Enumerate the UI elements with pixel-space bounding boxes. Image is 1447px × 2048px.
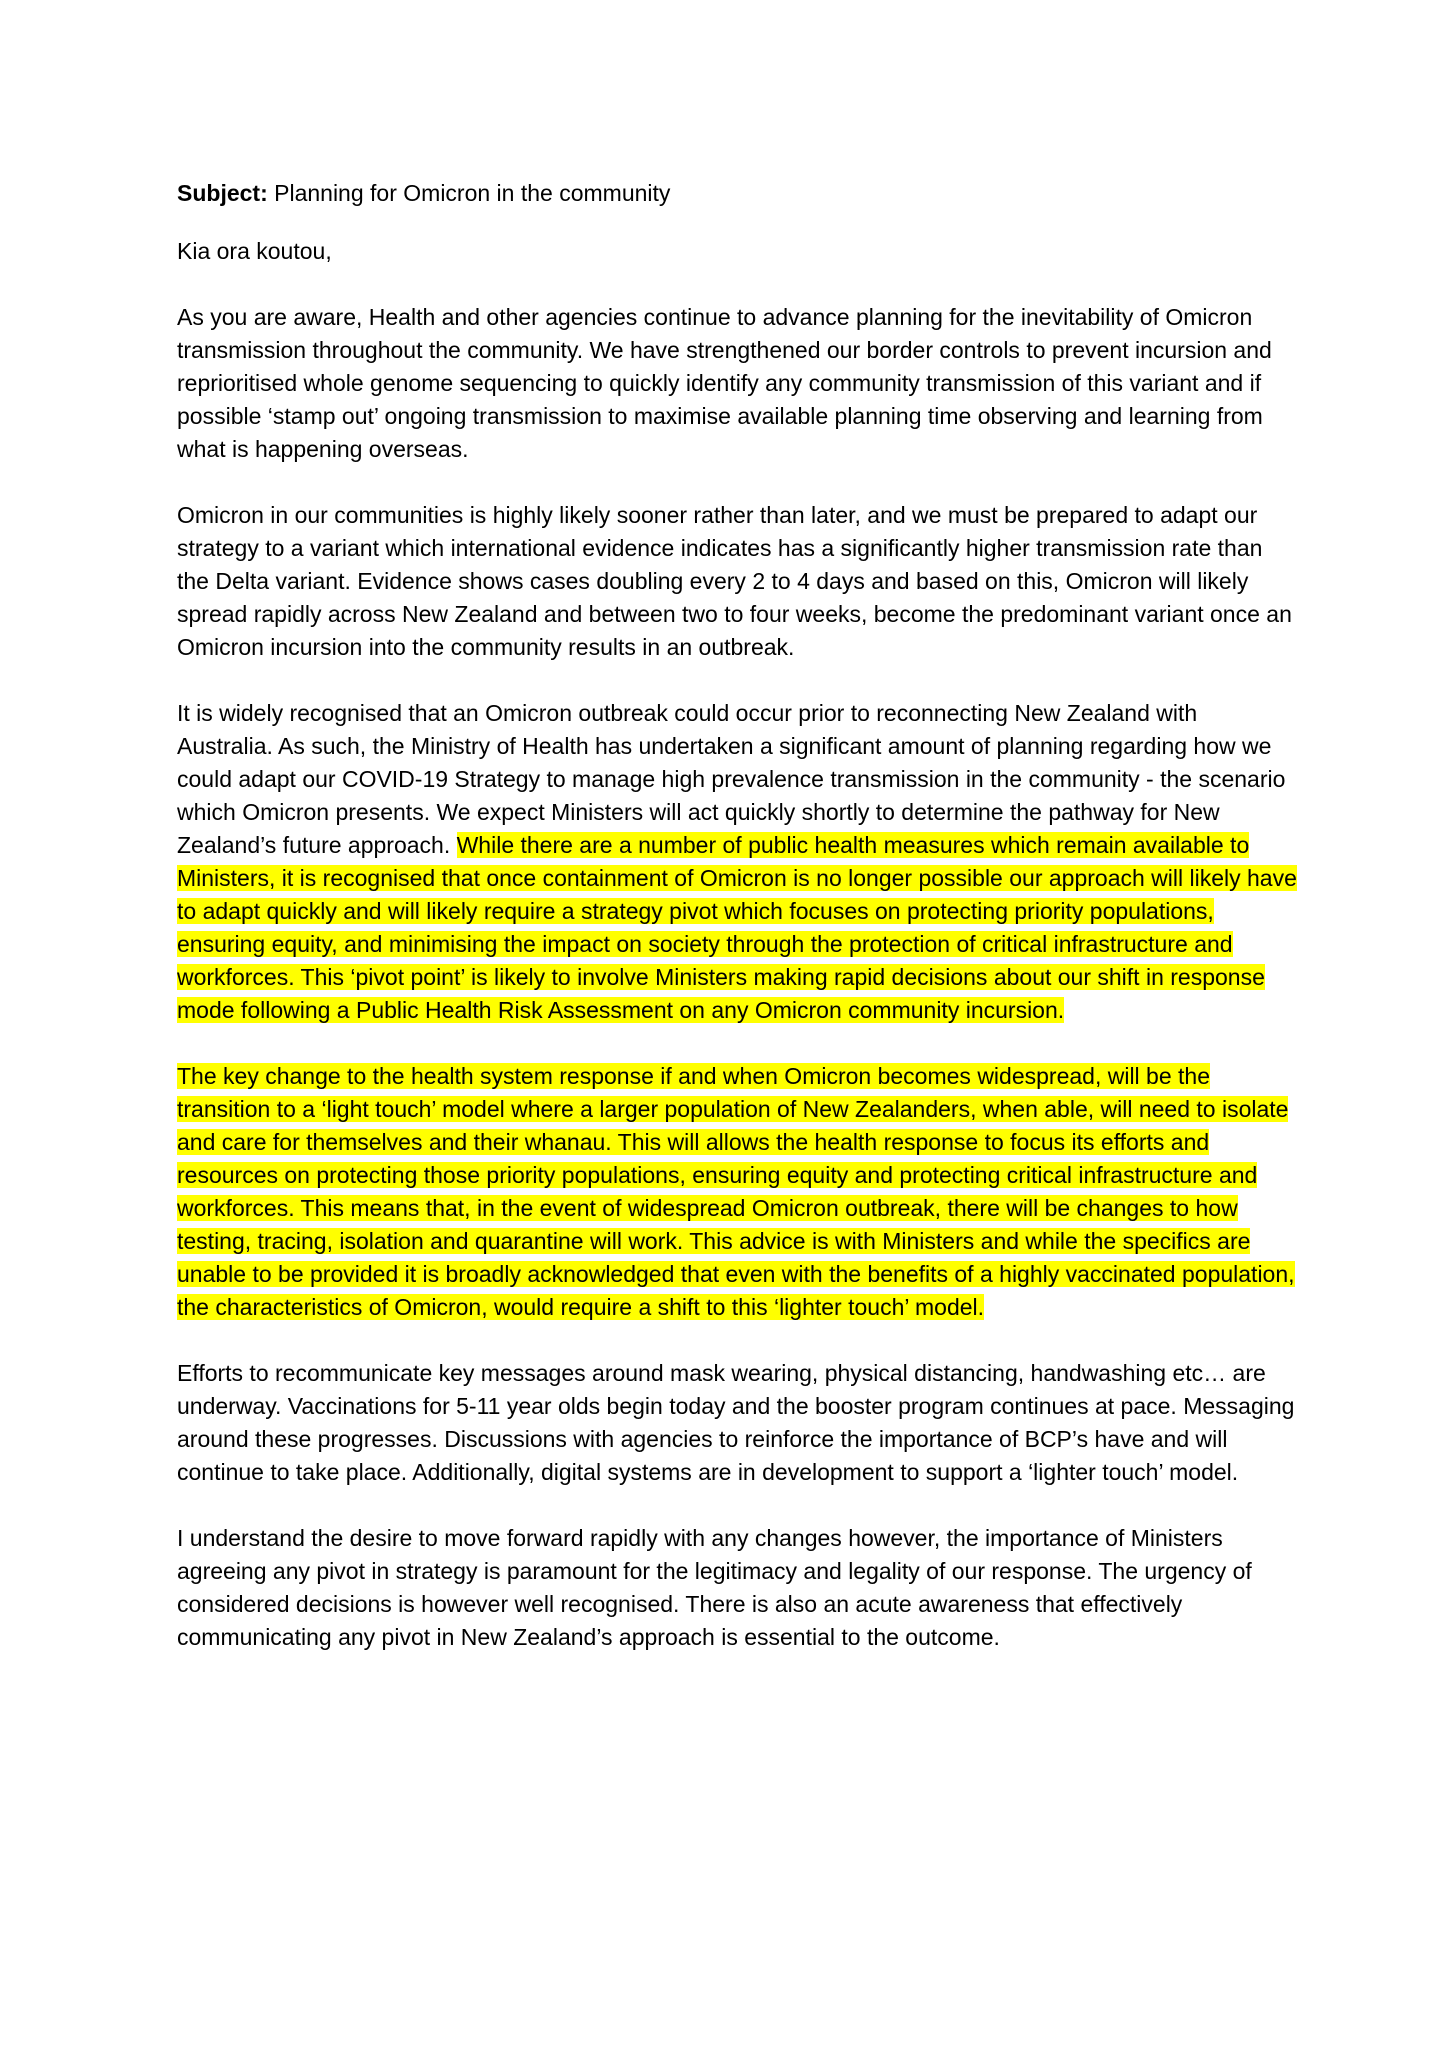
paragraph-border-controls: As you are aware, Health and other agencies continue to advance planning for the inevitability of Omicron transmission throughout the community. We have strengthened our border controls to prevent incursion and reprioritised whole genome sequencing to quickly identify any community transmission of this variant and if possible ‘stamp out’ ongoing transmission to maximise available planning time observing and learning from what is happening overseas. [177,304,1272,462]
paragraph-ministers-decision: I understand the desire to move forward rapidly with any changes however, the importance of Ministers agreeing any pivot in strategy is paramount for the legitimacy and legality of our response. The urgency of considered decisions is however well recognised. There is also an acute awareness that effectively communicating any pivot in New Zealand’s approach is essential to the outcome. [177,1525,1252,1650]
paragraph-strategy-pivot-plain: It is widely recognised that an Omicron outbreak could occur prior to reconnecting New Zealand with Australia. As such, the Ministry of Health has undertaken a significant amount of planning regarding how we could adapt our COVID-19 Strategy to manage high prevalence transmission in the community - the scenario which Omicron presents. We expect Ministers will act quickly shortly to determine the pathway for New Zealand’s future approach. [177,700,1286,858]
document-body [177,177,1297,1687]
highlighted-text-light-touch: The key change to the health system response if and when Omicron becomes widespread, will be the transition to a ‘light touch’ model where a larger population of New Zealanders, when able, will need to isolate and care for themselves and their whanau. This will allows the health response to focus its efforts and resources on protecting those priority populations, ensuring equity and protecting critical infrastructure and workforces. This means that, in the event of widespread Omicron outbreak, there will be changes to how testing, tracing, isolation and quarantine will work. This advice is with Ministers and while the specifics are unable to be provided it is broadly acknowledged that even with the benefits of a highly vaccinated population, the characteristics of Omicron, would require a shift to this ‘lighter touch’ model. [177,1063,1295,1320]
paragraph-light-touch-model [177,1060,1297,1324]
paragraph-key-messages: Efforts to recommunicate key messages around mask wearing, physical distancing, handwashing etc… are underway. Vaccinations for 5-11 year olds begin today and the booster program continues at pace. Messaging around these progresses. Discussions with agencies to reinforce the importance of BCP’s have and will continue to take place. Additionally, digital systems are in development to support a ‘lighter touch’ model. [177,1360,1295,1485]
subject-line [177,177,1297,210]
subject-label: Subject: [177,180,268,206]
paragraph-omicron-spread: Omicron in our communities is highly likely sooner rather than later, and we must be prepared to adapt our strategy to a variant which international evidence indicates has a significantly higher transmission rate than the Delta variant. Evidence shows cases doubling every 2 to 4 days and based on this, Omicron will likely spread rapidly across New Zealand and between two to four weeks, become the predominant variant once an Omicron incursion into the community results in an outbreak. [177,502,1292,660]
highlighted-text-pivot: While there are a number of public health measures which remain available to Ministers, it is recognised that once containment of Omicron is no longer possible our approach will likely have to adapt quickly and will likely require a strategy pivot which focuses on protecting priority populations, ensuring equity, and minimising the impact on society through the protection of critical infrastructure and workforces. This ‘pivot point’ is likely to involve Ministers making rapid decisions about our shift in response mode following a Public Health Risk Assessment on any Omicron community incursion. [177,832,1297,1023]
subject-text: Planning for Omicron in the community [267,180,671,206]
paragraph-strategy-pivot [177,697,1297,1027]
greeting: Kia ora koutou, [177,238,332,264]
